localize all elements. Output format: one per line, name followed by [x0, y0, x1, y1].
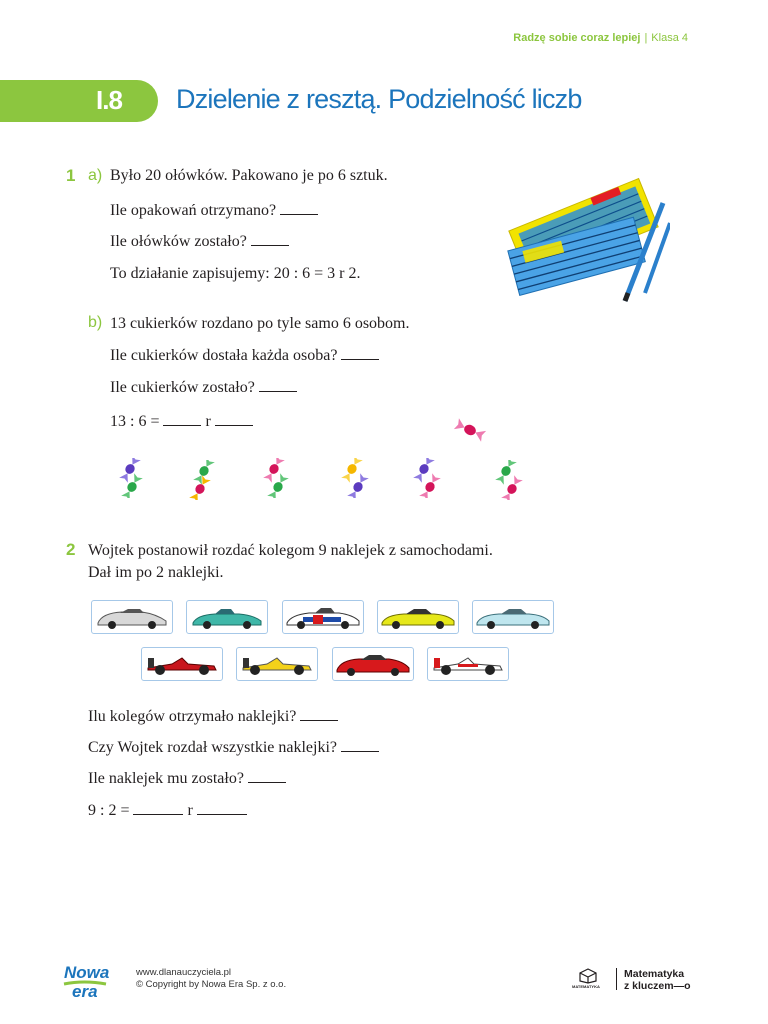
car-sticker-image — [91, 600, 173, 634]
series-title: Radzę sobie coraz lepiej — [513, 32, 641, 44]
car-sticker-image — [332, 647, 414, 681]
answer-blank[interactable] — [251, 231, 289, 246]
brand-top: Nowa — [64, 963, 110, 982]
series-logo-bottom: z kluczem — [624, 980, 674, 992]
candy-image — [258, 458, 294, 498]
series-header — [513, 32, 688, 44]
answer-blank[interactable] — [259, 377, 297, 392]
remainder-blank[interactable] — [197, 800, 247, 815]
footer-divider — [616, 968, 617, 990]
footer-info — [136, 967, 286, 991]
series-logo-top: Matematyka — [624, 968, 685, 980]
candy-image — [184, 460, 220, 500]
section-number: I.8 — [96, 85, 122, 115]
answer-blank[interactable] — [248, 768, 286, 783]
key-icon: —o — [673, 980, 691, 992]
candy-image — [492, 460, 528, 500]
task-1b-equation: 13 : 6 = r — [110, 411, 253, 432]
task-1a-line-1: Było 20 ołówków. Pakowano je po 6 sztuk. — [110, 167, 388, 184]
task-1a-example: To działanie zapisujemy: 20 : 6 = 3 r 2. — [110, 265, 361, 282]
answer-blank[interactable] — [280, 200, 318, 215]
matematyka-z-kluczem-logo — [624, 968, 691, 992]
task-1b-question-1: Ile cukierków dostała każda osoba? — [110, 345, 379, 366]
section-badge — [0, 80, 158, 122]
car-sticker-image — [236, 647, 318, 681]
car-sticker-image — [141, 647, 223, 681]
cube-icon — [578, 968, 598, 984]
car-sticker-image — [427, 647, 509, 681]
car-sticker-image — [377, 600, 459, 634]
quotient-blank[interactable] — [163, 411, 201, 426]
header-separator: | — [644, 32, 648, 44]
candy-image — [410, 458, 446, 498]
task-2-number: 2 — [66, 540, 76, 559]
car-sticker-image — [186, 600, 268, 634]
task-2-question-3: Ile naklejek mu zostało? — [88, 768, 286, 789]
task-2-question-2: Czy Wojtek rozdał wszystkie naklejki? — [88, 737, 379, 758]
task-1a-question-2: Ile ołówków zostało? — [110, 231, 289, 252]
answer-blank[interactable] — [341, 345, 379, 360]
task-2-question-1: Ilu kolegów otrzymało naklejki? — [88, 706, 338, 727]
car-sticker-image — [472, 600, 554, 634]
page-title: Dzielenie z resztą. Podzielność liczb — [176, 84, 582, 114]
car-sticker-image — [282, 600, 364, 634]
task-1b-line-1: 13 cukierków rozdano po tyle samo 6 osobom. — [110, 315, 410, 332]
candy-image — [338, 458, 374, 498]
task-1a-label: a) — [88, 167, 103, 184]
quotient-blank[interactable] — [133, 800, 183, 815]
task-1-number: 1 — [66, 166, 76, 185]
brand-bottom: era — [72, 982, 98, 1001]
task-1b-question-2: Ile cukierków zostało? — [110, 377, 297, 398]
class-label: Klasa 4 — [651, 32, 688, 44]
task-2-equation: 9 : 2 = r — [88, 800, 247, 821]
pencils-image — [505, 173, 670, 303]
nowa-era-logo — [62, 962, 120, 1002]
candy-image — [452, 410, 488, 450]
matematyka-small-label: MATEMATYKA — [572, 984, 600, 989]
task-1a-question-1: Ile opakowań otrzymano? — [110, 200, 318, 221]
task-2-line-1: Wojtek postanowił rozdać kolegom 9 naklejek z samochodami. — [88, 542, 493, 559]
answer-blank[interactable] — [341, 737, 379, 752]
task-2-line-2: Dał im po 2 naklejki. — [88, 564, 224, 581]
task-1b-label: b) — [88, 314, 103, 331]
footer-copyright: © Copyright by Nowa Era Sp. z o.o. — [136, 979, 287, 990]
footer-url[interactable]: www.dlanauczyciela.pl — [136, 967, 232, 978]
remainder-blank[interactable] — [215, 411, 253, 426]
answer-blank[interactable] — [300, 706, 338, 721]
candy-image — [112, 458, 148, 498]
